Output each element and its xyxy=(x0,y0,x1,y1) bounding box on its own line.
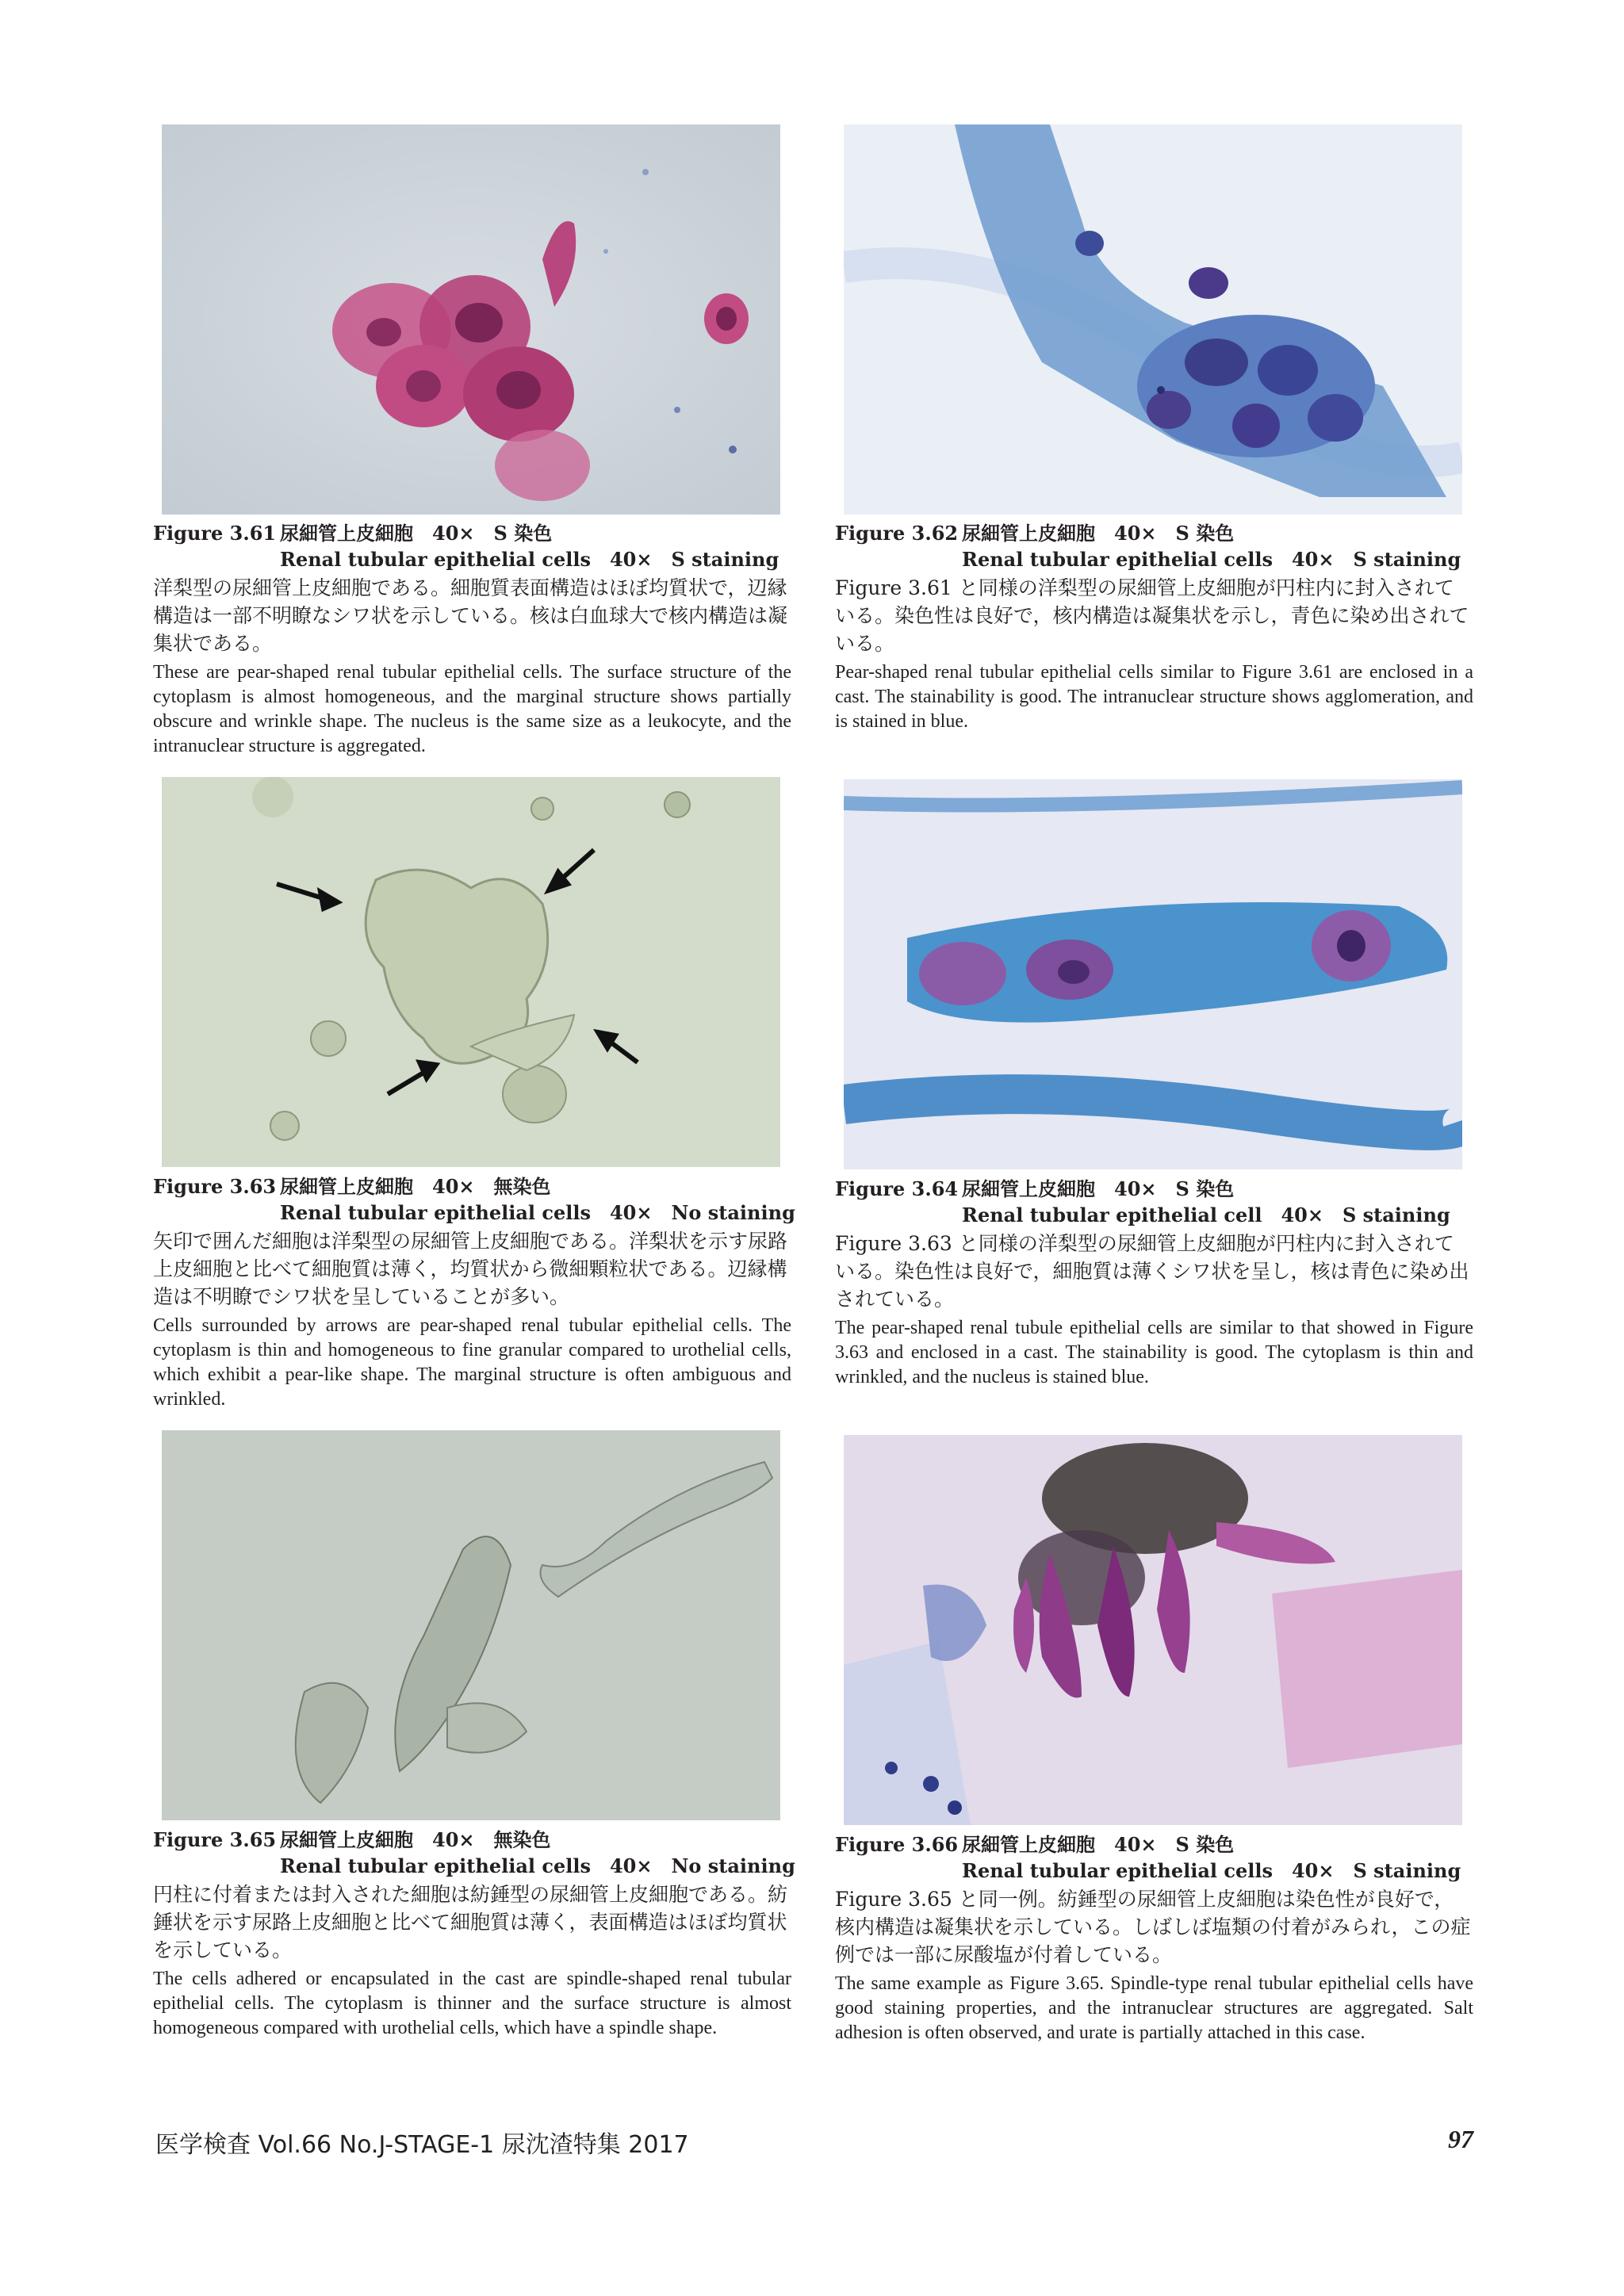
figure-number: Figure 3.66 xyxy=(835,1833,959,1856)
figure-3-62-image xyxy=(844,124,1462,515)
caption-description-ja: Figure 3.65 と同一例。紡錘型の尿細管上皮細胞は染色性が良好で，核内構造は凝集状を示している。しばしば塩類の付着がみられ，この症例では一部に尿酸塩が付着している。 xyxy=(835,1888,1471,1966)
caption-description-en: Pear-shaped renal tubular epithelial cells similar to Figure 3.61 are enclosed in a cast. The stainability is good. The intranuclear structure shows agglomeration, and is stained in blue. xyxy=(835,662,1473,732)
caption-description-ja: Figure 3.61 と同様の洋梨型の尿細管上皮細胞が円柱内に封入されている。染色性は良好で，核内構造は凝集状を示し，青色に染め出されている。 xyxy=(835,576,1469,655)
page-number: 97 xyxy=(1448,2125,1473,2153)
caption-title-ja: 尿細管上皮細胞 40× S 染色 xyxy=(962,1177,1235,1200)
figure-number: Figure 3.64 xyxy=(835,1177,959,1200)
figure-number: Figure 3.61 xyxy=(153,522,277,545)
caption-heading xyxy=(153,1827,791,1854)
caption-description-ja: 洋梨型の尿細管上皮細胞である。細胞質表面構造はほぼ均質状で，辺縁構造は一部不明瞭なシワ状を示している。核は白血球大で核内構造は凝集状である。 xyxy=(153,576,788,655)
caption-description-ja: 矢印で囲んだ細胞は洋梨型の尿細管上皮細胞である。洋梨状を示す尿路上皮細胞と比べて細胞質は薄く，均質状から微細顆粒状である。辺縁構造は不明瞭でシワ状を呈していることが多い。 xyxy=(153,1230,788,1308)
caption-title-ja: 尿細管上皮細胞 40× S 染色 xyxy=(962,522,1235,545)
caption-heading xyxy=(835,1831,1473,1858)
caption-description-en: The cells adhered or encapsulated in the cast are spindle-shaped renal tubular epithelial cells. The cytoplasm is thinner and the surface structure is almost homogeneous compared with urothelial cells, which have a spindle shape. xyxy=(153,1969,791,2038)
figure-3-65-image xyxy=(162,1430,780,1820)
caption-title-en: Renal tubular epithelial cells 40× No staining xyxy=(280,1201,795,1224)
caption-description-ja: Figure 3.63 と同様の洋梨型の尿細管上皮細胞が円柱内に封入されている。染色性は良好で，細胞質は薄くシワ状を呈し，核は青色に染め出されている。 xyxy=(835,1232,1469,1311)
figure-number: Figure 3.63 xyxy=(153,1175,277,1198)
figure-3-64-caption xyxy=(835,1176,1473,1390)
caption-heading xyxy=(835,520,1473,547)
caption-title-ja: 尿細管上皮細胞 40× S 染色 xyxy=(280,522,553,545)
caption-title-en: Renal tubular epithelial cells 40× S staining xyxy=(280,548,779,571)
figure-3-61-image xyxy=(162,124,780,515)
caption-title-en: Renal tubular epithelial cells 40× S staining xyxy=(962,1859,1461,1882)
figure-3-63-image xyxy=(162,777,780,1167)
caption-title-en: Renal tubular epithelial cell 40× S staining xyxy=(962,1203,1450,1226)
caption-description-ja: 円柱に付着または封入された細胞は紡錘型の尿細管上皮細胞である。紡錘状を示す尿路上皮細胞と比べて細胞質は薄く，表面構造はほぼ均質状を示している。 xyxy=(153,1883,788,1961)
journal-footer: 医学検査 Vol.66 No.J-STAGE-1 尿沈渣特集 2017 xyxy=(155,2131,689,2159)
caption-description-en: The same example as Figure 3.65. Spindle-type renal tubular epithelial cells have good staining properties, and the intranuclear structures are aggregated. Salt adhesion is often observed, and urate is partially attached in this case. xyxy=(835,1973,1473,2043)
figure-3-64-image xyxy=(844,779,1462,1169)
figure-3-61-caption xyxy=(153,520,791,759)
caption-description-en: These are pear-shaped renal tubular epithelial cells. The surface structure of the cytoplasm is almost homogeneous, and the marginal structure shows partially obscure and wrinkle shape. The nucleus is the same size as a leukocyte, and the intranuclear structure is aggregated. xyxy=(153,662,791,756)
caption-title-ja: 尿細管上皮細胞 40× S 染色 xyxy=(962,1833,1235,1856)
caption-title-ja: 尿細管上皮細胞 40× 無染色 xyxy=(280,1828,551,1851)
figure-3-66-image xyxy=(844,1435,1462,1825)
figure-3-62-caption xyxy=(835,520,1473,734)
caption-description-en: The pear-shaped renal tubule epithelial cells are similar to that showed in Figure 3.63 and enclosed in a cast. The stainability is good. The cytoplasm is thin and wrinkled, and the nucleus is stained blue. xyxy=(835,1318,1473,1387)
caption-description-en: Cells surrounded by arrows are pear-shaped renal tubular epithelial cells. The cytoplasm is thin and homogeneous to fine granular compared to urothelial cells, which exhibit a pear-like shape. The marginal structure is often ambiguous and wrinkled. xyxy=(153,1315,791,1410)
caption-heading xyxy=(153,520,791,547)
caption-heading xyxy=(835,1176,1473,1203)
figure-3-66-caption xyxy=(835,1831,1473,2045)
caption-title-ja: 尿細管上皮細胞 40× 無染色 xyxy=(280,1175,551,1198)
figure-3-65-caption xyxy=(153,1827,795,2041)
figure-number: Figure 3.65 xyxy=(153,1828,277,1851)
figure-3-63-caption xyxy=(153,1173,795,1412)
caption-heading xyxy=(153,1173,791,1200)
caption-title-en: Renal tubular epithelial cells 40× S staining xyxy=(962,548,1461,571)
caption-title-en: Renal tubular epithelial cells 40× No staining xyxy=(280,1854,795,1877)
figure-number: Figure 3.62 xyxy=(835,522,959,545)
